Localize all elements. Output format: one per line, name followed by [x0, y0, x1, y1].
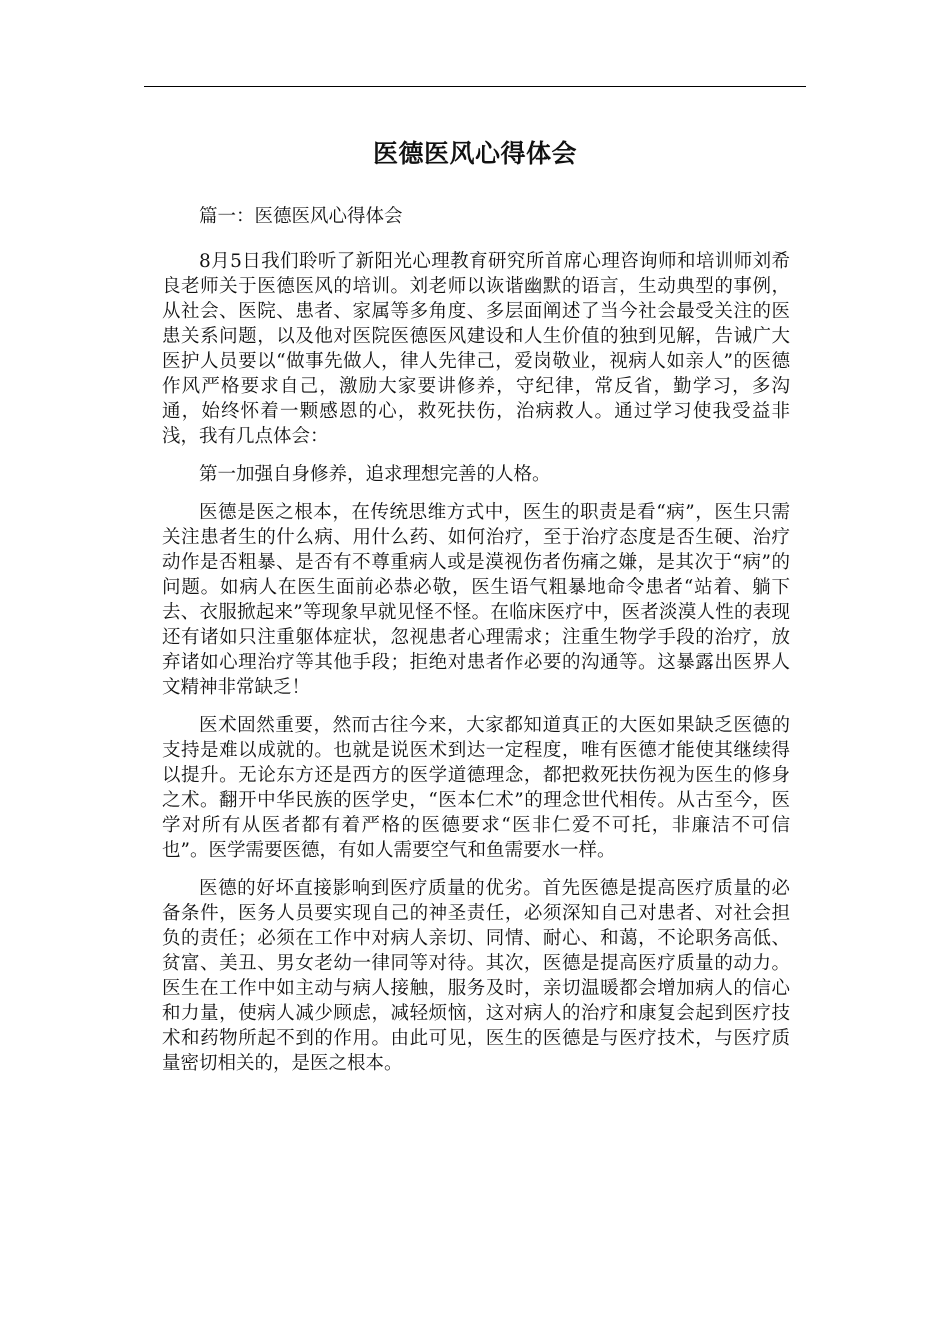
header-rule	[144, 86, 806, 87]
paragraph: 8月5日我们聆听了新阳光心理教育研究所首席心理咨询师和培训师刘希良老师关于医德医风的培训。刘老师以诙谐幽默的语言，生动典型的事例，从社会、医院、患者、家属等多角度、多层面阐述了当今社会最受关注的医患关系问题，以及他对医院医德医风建设和人生价值的独到见解，告诫广大医护人员要以“做事先做人，律人先律己，爱岗敬业，视病人如亲人”的医德作风严格要求自己，激励大家要讲修养，守纪律，常反省，勤学习，多沟通，始终怀着一颗感恩的心，救死扶伤，治病救人。通过学习使我受益非浅，我有几点体会：	[162, 251, 790, 447]
paragraph: 医德是医之根本，在传统思维方式中，医生的职责是看“病”，医生只需关注患者生的什么病、用什么药、如何治疗，至于治疗态度是否生硬、治疗动作是否粗暴、是否有不尊重病人或是漠视伤者伤痛之嫌，是其次于“病”的问题。如病人在医生面前必恭必敬，医生语气粗暴地命令患者“站着、躺下去、衣服掀起来”等现象早就见怪不怪。在临床医疗中，医者淡漠人性的表现还有诸如只注重躯体症状，忽视患者心理需求；注重生物学手段的治疗，放弃诸如心理治疗等其他手段；拒绝对患者作必要的沟通等。这暴露出医界人文精神非常缺乏！	[162, 502, 790, 698]
paragraph: 第一加强自身修养，追求理想完善的人格。	[199, 464, 551, 485]
section-label: 篇一：医德医风心得体会	[199, 206, 403, 227]
document-title: 医德医风心得体会	[372, 139, 577, 168]
paragraph: 医术固然重要，然而古往今来，大家都知道真正的大医如果缺乏医德的支持是难以成就的。也就是说医术到达一定程度，唯有医德才能使其继续得以提升。无论东方还是西方的医学道德理念，都把救死扶伤视为医生的修身之术。翻开中华民族的医学史，“医本仁术”的理念世代相传。从古至今，医学对所有从医者都有着严格的医德要求“医非仁爱不可托，非廉洁不可信也”。医学需要医德，有如人需要空气和鱼需要水一样。	[162, 715, 790, 861]
paragraph: 医德的好坏直接影响到医疗质量的优劣。首先医德是提高医疗质量的必备条件，医务人员要实现自己的神圣责任，必须深知自己对患者、对社会担负的责任；必须在工作中对病人亲切、同情、耐心、和蔼，不论职务高低、贫富、美丑、男女老幼一律同等对待。其次，医德是提高医疗质量的动力。医生在工作中如主动与病人接触，服务及时，亲切温暖都会增加病人的信心和力量，使病人减少顾虑，减轻烦恼，这对病人的治疗和康复会起到医疗技术和药物所起不到的作用。由此可见，医生的医德是与医疗技术，与医疗质量密切相关的，是医之根本。	[162, 878, 790, 1074]
document-body	[162, 204, 790, 1089]
